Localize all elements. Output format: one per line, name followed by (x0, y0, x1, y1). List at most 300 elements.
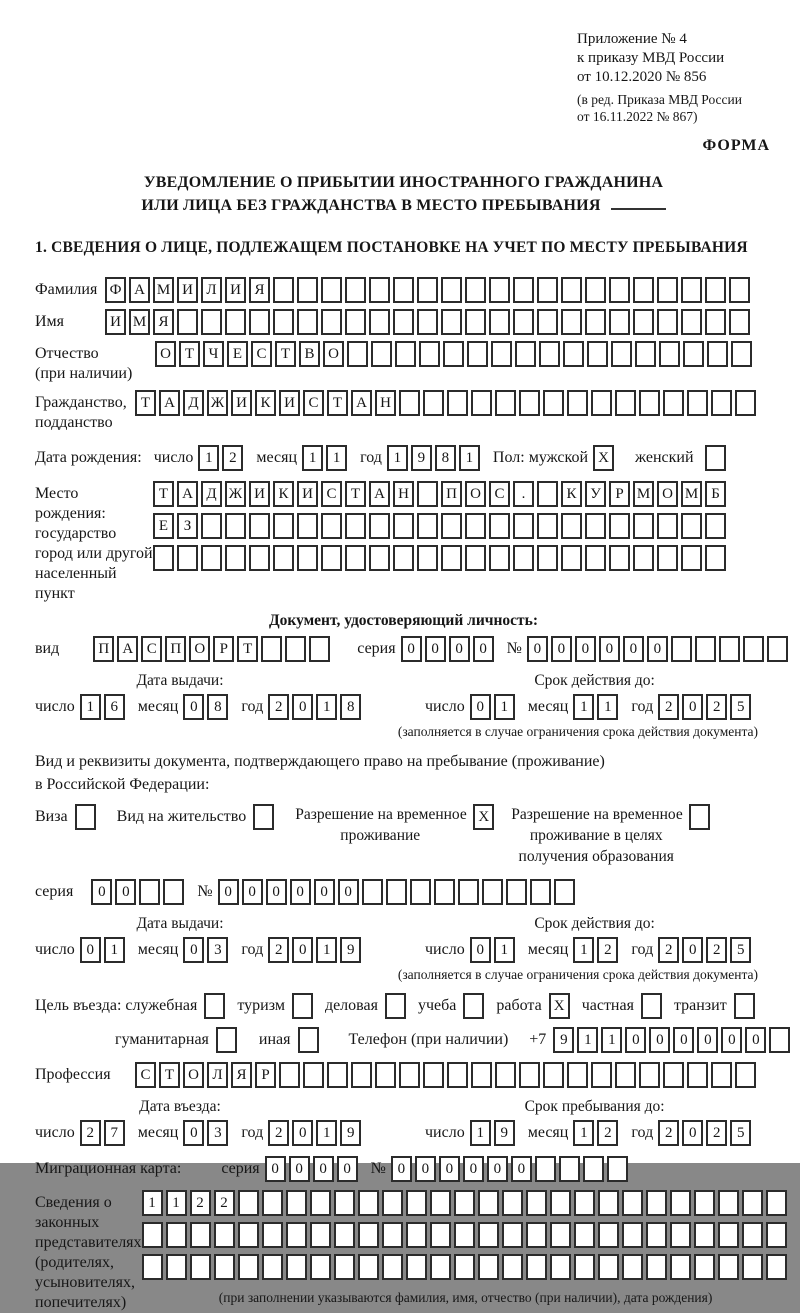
cell[interactable] (609, 513, 630, 539)
cell[interactable] (292, 993, 313, 1019)
cell[interactable]: И (177, 277, 198, 303)
cell[interactable]: 0 (91, 879, 112, 905)
cell[interactable]: 0 (265, 1156, 286, 1182)
cell[interactable] (646, 1254, 667, 1280)
cell[interactable] (537, 277, 558, 303)
cell[interactable] (513, 513, 534, 539)
cell[interactable] (609, 277, 630, 303)
cell[interactable] (471, 390, 492, 416)
cell[interactable]: 0 (391, 1156, 412, 1182)
cell[interactable] (273, 309, 294, 335)
cell[interactable] (467, 341, 488, 367)
purpose-private-checkbox[interactable] (641, 993, 665, 1019)
cell[interactable]: Р (255, 1062, 276, 1088)
cell[interactable]: 1 (104, 937, 125, 963)
cell[interactable] (201, 513, 222, 539)
cell[interactable]: 0 (470, 937, 491, 963)
cell[interactable]: У (585, 481, 606, 507)
cell[interactable] (166, 1254, 187, 1280)
cell[interactable]: 0 (463, 1156, 484, 1182)
cell[interactable] (559, 1156, 580, 1182)
cell[interactable] (166, 1222, 187, 1248)
cell[interactable]: А (117, 636, 138, 662)
cell[interactable]: 1 (198, 445, 219, 471)
cell[interactable]: 1 (494, 694, 515, 720)
cell[interactable] (561, 545, 582, 571)
identity-number-cells[interactable] (527, 636, 791, 662)
cell[interactable] (369, 277, 390, 303)
migration-series-cells[interactable] (265, 1156, 361, 1182)
cell[interactable] (515, 341, 536, 367)
cell[interactable] (225, 309, 246, 335)
cell[interactable] (489, 513, 510, 539)
cell[interactable] (286, 1254, 307, 1280)
cell[interactable]: 0 (647, 636, 668, 662)
cell[interactable]: К (255, 390, 276, 416)
cell[interactable]: 0 (649, 1027, 670, 1053)
cell[interactable] (585, 277, 606, 303)
cell[interactable] (345, 545, 366, 571)
cell[interactable]: О (465, 481, 486, 507)
identity-series-cells[interactable] (401, 636, 497, 662)
cell[interactable] (382, 1254, 403, 1280)
cell[interactable] (347, 341, 368, 367)
cell[interactable]: 9 (340, 1120, 361, 1146)
residence-issue-month-cells[interactable] (183, 937, 231, 963)
cell[interactable] (502, 1222, 523, 1248)
cell[interactable]: 0 (527, 636, 548, 662)
cell[interactable]: 0 (470, 694, 491, 720)
cell[interactable] (574, 1254, 595, 1280)
cell[interactable]: 0 (745, 1027, 766, 1053)
cell[interactable]: 7 (104, 1120, 125, 1146)
cell[interactable] (177, 309, 198, 335)
cell[interactable] (142, 1254, 163, 1280)
cell[interactable]: Б (705, 481, 726, 507)
cell[interactable] (561, 513, 582, 539)
cell[interactable] (583, 1156, 604, 1182)
cell[interactable] (681, 309, 702, 335)
cell[interactable]: 0 (266, 879, 287, 905)
cell[interactable] (639, 1062, 660, 1088)
edu-permit-checkbox[interactable] (689, 804, 713, 830)
cell[interactable] (681, 277, 702, 303)
cell[interactable] (190, 1222, 211, 1248)
cell[interactable] (375, 1062, 396, 1088)
purpose-work-checkbox[interactable] (549, 993, 573, 1019)
cell[interactable]: 2 (268, 1120, 289, 1146)
cell[interactable] (663, 1062, 684, 1088)
cell[interactable] (687, 390, 708, 416)
cell[interactable] (214, 1254, 235, 1280)
cell[interactable] (550, 1222, 571, 1248)
cell[interactable]: 0 (473, 636, 494, 662)
cell[interactable] (441, 277, 462, 303)
cell[interactable] (417, 481, 438, 507)
residence-number-cells[interactable] (218, 879, 578, 905)
cell[interactable]: 1 (470, 1120, 491, 1146)
cell[interactable] (622, 1222, 643, 1248)
cell[interactable]: 0 (673, 1027, 694, 1053)
cell[interactable]: 0 (697, 1027, 718, 1053)
cell[interactable] (615, 390, 636, 416)
cell[interactable]: А (177, 481, 198, 507)
cell[interactable]: С (135, 1062, 156, 1088)
cell[interactable]: 1 (142, 1190, 163, 1216)
cell[interactable]: X (549, 993, 570, 1019)
cell[interactable] (297, 309, 318, 335)
cell[interactable] (417, 545, 438, 571)
visa-checkbox[interactable] (75, 804, 99, 830)
cell[interactable]: X (473, 804, 494, 830)
cell[interactable] (303, 1062, 324, 1088)
cell[interactable] (513, 545, 534, 571)
cell[interactable] (633, 309, 654, 335)
cell[interactable] (406, 1190, 427, 1216)
cell[interactable]: В (299, 341, 320, 367)
cell[interactable] (735, 1062, 756, 1088)
cell[interactable]: А (129, 277, 150, 303)
cell[interactable] (526, 1222, 547, 1248)
cell[interactable] (204, 993, 225, 1019)
cell[interactable]: 1 (494, 937, 515, 963)
birth-day-cells[interactable] (198, 445, 246, 471)
cell[interactable] (729, 277, 750, 303)
cell[interactable]: X (593, 445, 614, 471)
identity-issue-day-cells[interactable] (80, 694, 128, 720)
stay-day-cells[interactable] (470, 1120, 518, 1146)
cell[interactable] (419, 341, 440, 367)
cell[interactable]: 0 (623, 636, 644, 662)
cell[interactable] (273, 513, 294, 539)
sex-male-checkbox[interactable] (593, 445, 617, 471)
cell[interactable] (441, 513, 462, 539)
residence-valid-day-cells[interactable] (470, 937, 518, 963)
cell[interactable]: К (561, 481, 582, 507)
migration-number-cells[interactable] (391, 1156, 631, 1182)
cell[interactable] (262, 1222, 283, 1248)
cell[interactable]: 0 (401, 636, 422, 662)
cell[interactable] (358, 1190, 379, 1216)
cell[interactable] (279, 1062, 300, 1088)
cell[interactable]: 1 (316, 1120, 337, 1146)
entry-day-cells[interactable] (80, 1120, 128, 1146)
entry-year-cells[interactable] (268, 1120, 364, 1146)
surname-cells[interactable] (105, 277, 753, 303)
cell[interactable] (705, 445, 726, 471)
cell[interactable]: 1 (573, 694, 594, 720)
cell[interactable]: 1 (459, 445, 480, 471)
cell[interactable]: 2 (190, 1190, 211, 1216)
cell[interactable]: 2 (706, 937, 727, 963)
cell[interactable]: Ж (225, 481, 246, 507)
cell[interactable]: С (251, 341, 272, 367)
cell[interactable]: Р (213, 636, 234, 662)
cell[interactable]: Т (237, 636, 258, 662)
cell[interactable]: С (303, 390, 324, 416)
cell[interactable]: Е (153, 513, 174, 539)
cell[interactable] (694, 1222, 715, 1248)
cell[interactable] (598, 1254, 619, 1280)
cell[interactable] (729, 309, 750, 335)
cell[interactable] (537, 513, 558, 539)
cell[interactable] (369, 309, 390, 335)
cell[interactable]: 0 (487, 1156, 508, 1182)
cell[interactable] (273, 277, 294, 303)
cell[interactable] (705, 277, 726, 303)
cell[interactable] (663, 390, 684, 416)
cell[interactable] (561, 309, 582, 335)
cell[interactable] (297, 277, 318, 303)
cell[interactable] (249, 309, 270, 335)
cell[interactable] (225, 513, 246, 539)
cell[interactable] (321, 277, 342, 303)
cell[interactable]: 0 (337, 1156, 358, 1182)
cell[interactable] (550, 1254, 571, 1280)
cell[interactable]: 2 (268, 694, 289, 720)
cell[interactable] (430, 1222, 451, 1248)
cell[interactable] (345, 309, 366, 335)
cell[interactable] (635, 341, 656, 367)
cell[interactable]: 0 (80, 937, 101, 963)
cell[interactable]: 1 (166, 1190, 187, 1216)
cell[interactable] (423, 1062, 444, 1088)
cell[interactable]: 1 (573, 1120, 594, 1146)
cell[interactable]: И (225, 277, 246, 303)
cell[interactable] (743, 636, 764, 662)
cell[interactable] (550, 1190, 571, 1216)
cell[interactable]: 0 (575, 636, 596, 662)
cell[interactable]: З (177, 513, 198, 539)
cell[interactable] (633, 513, 654, 539)
cell[interactable]: 1 (326, 445, 347, 471)
cell[interactable] (399, 390, 420, 416)
cell[interactable] (482, 879, 503, 905)
cell[interactable] (238, 1222, 259, 1248)
cell[interactable] (458, 879, 479, 905)
cell[interactable] (249, 545, 270, 571)
cell[interactable] (478, 1222, 499, 1248)
cell[interactable] (465, 309, 486, 335)
cell[interactable] (430, 1254, 451, 1280)
cell[interactable]: 3 (207, 937, 228, 963)
cell[interactable] (563, 341, 584, 367)
cell[interactable]: О (657, 481, 678, 507)
cell[interactable] (615, 1062, 636, 1088)
cell[interactable] (539, 341, 560, 367)
cell[interactable]: 0 (682, 937, 703, 963)
identity-kind-cells[interactable] (93, 636, 333, 662)
cell[interactable] (526, 1190, 547, 1216)
cell[interactable] (489, 277, 510, 303)
cell[interactable]: М (633, 481, 654, 507)
cell[interactable]: Н (393, 481, 414, 507)
cell[interactable]: 8 (207, 694, 228, 720)
cell[interactable]: 0 (439, 1156, 460, 1182)
cell[interactable]: 9 (553, 1027, 574, 1053)
cell[interactable]: 0 (721, 1027, 742, 1053)
cell[interactable]: 1 (577, 1027, 598, 1053)
cell[interactable]: Т (327, 390, 348, 416)
cell[interactable] (535, 1156, 556, 1182)
cell[interactable] (310, 1254, 331, 1280)
cell[interactable]: 0 (415, 1156, 436, 1182)
cell[interactable] (705, 309, 726, 335)
cell[interactable]: Е (227, 341, 248, 367)
cell[interactable]: П (93, 636, 114, 662)
cell[interactable]: 5 (730, 937, 751, 963)
cell[interactable] (334, 1254, 355, 1280)
cell[interactable]: 0 (425, 636, 446, 662)
residence-valid-month-cells[interactable] (573, 937, 621, 963)
cell[interactable] (585, 513, 606, 539)
cell[interactable] (611, 341, 632, 367)
cell[interactable] (719, 636, 740, 662)
identity-valid-year-cells[interactable] (658, 694, 754, 720)
birth-place-cells-row2[interactable] (153, 513, 729, 539)
cell[interactable]: Т (135, 390, 156, 416)
cell[interactable] (382, 1222, 403, 1248)
cell[interactable] (689, 804, 710, 830)
cell[interactable]: 0 (183, 937, 204, 963)
cell[interactable] (423, 390, 444, 416)
cell[interactable] (591, 1062, 612, 1088)
cell[interactable] (345, 277, 366, 303)
cell[interactable] (327, 1062, 348, 1088)
identity-valid-day-cells[interactable] (470, 694, 518, 720)
cell[interactable] (430, 1190, 451, 1216)
cell[interactable] (465, 513, 486, 539)
birth-place-cells-row1[interactable] (153, 481, 729, 507)
cell[interactable]: 8 (435, 445, 456, 471)
cell[interactable] (238, 1190, 259, 1216)
cell[interactable] (285, 636, 306, 662)
cell[interactable] (441, 309, 462, 335)
cell[interactable] (585, 545, 606, 571)
cell[interactable] (75, 804, 96, 830)
cell[interactable]: 5 (730, 1120, 751, 1146)
cell[interactable]: 0 (338, 879, 359, 905)
cell[interactable] (519, 1062, 540, 1088)
cell[interactable]: Т (159, 1062, 180, 1088)
cell[interactable] (321, 513, 342, 539)
cell[interactable]: Д (183, 390, 204, 416)
cell[interactable]: 2 (80, 1120, 101, 1146)
cell[interactable]: О (183, 1062, 204, 1088)
cell[interactable]: 1 (387, 445, 408, 471)
cell[interactable]: С (141, 636, 162, 662)
cell[interactable]: Т (345, 481, 366, 507)
cell[interactable] (767, 636, 788, 662)
cell[interactable]: М (129, 309, 150, 335)
cell[interactable] (214, 1222, 235, 1248)
cell[interactable] (711, 390, 732, 416)
cell[interactable] (657, 513, 678, 539)
cell[interactable]: Я (249, 277, 270, 303)
cell[interactable]: Ч (203, 341, 224, 367)
cell[interactable]: 2 (658, 1120, 679, 1146)
cell[interactable] (471, 1062, 492, 1088)
cell[interactable]: Я (153, 309, 174, 335)
temp-permit-checkbox[interactable] (473, 804, 497, 830)
cell[interactable] (253, 804, 274, 830)
cell[interactable] (567, 390, 588, 416)
cell[interactable] (742, 1190, 763, 1216)
cell[interactable]: 1 (316, 937, 337, 963)
cell[interactable] (286, 1222, 307, 1248)
cell[interactable]: П (441, 481, 462, 507)
cell[interactable] (537, 481, 558, 507)
cell[interactable] (735, 390, 756, 416)
cell[interactable]: 0 (314, 879, 335, 905)
cell[interactable]: 1 (573, 937, 594, 963)
cell[interactable] (395, 341, 416, 367)
cell[interactable]: К (273, 481, 294, 507)
cell[interactable] (683, 341, 704, 367)
cell[interactable]: Н (375, 390, 396, 416)
residence-valid-year-cells[interactable] (658, 937, 754, 963)
cell[interactable] (543, 1062, 564, 1088)
cell[interactable] (406, 1254, 427, 1280)
cell[interactable] (273, 545, 294, 571)
cell[interactable] (681, 545, 702, 571)
citizenship-cells[interactable] (135, 390, 759, 416)
cell[interactable]: 9 (494, 1120, 515, 1146)
cell[interactable] (742, 1254, 763, 1280)
cell[interactable]: С (489, 481, 510, 507)
cell[interactable] (262, 1190, 283, 1216)
cell[interactable] (417, 513, 438, 539)
cell[interactable] (718, 1222, 739, 1248)
cell[interactable]: 1 (302, 445, 323, 471)
profession-cells[interactable] (135, 1062, 759, 1088)
cell[interactable] (298, 1027, 319, 1053)
cell[interactable] (495, 1062, 516, 1088)
cell[interactable]: С (321, 481, 342, 507)
cell[interactable] (393, 309, 414, 335)
purpose-transit-checkbox[interactable] (734, 993, 758, 1019)
cell[interactable] (502, 1190, 523, 1216)
cell[interactable] (465, 545, 486, 571)
cell[interactable] (495, 390, 516, 416)
stay-month-cells[interactable] (573, 1120, 621, 1146)
cell[interactable] (406, 1222, 427, 1248)
cell[interactable] (607, 1156, 628, 1182)
cell[interactable] (358, 1254, 379, 1280)
cell[interactable]: 0 (682, 1120, 703, 1146)
cell[interactable] (286, 1190, 307, 1216)
cell[interactable]: 0 (313, 1156, 334, 1182)
cell[interactable] (399, 1062, 420, 1088)
cell[interactable] (731, 341, 752, 367)
cell[interactable]: 0 (599, 636, 620, 662)
cell[interactable] (345, 513, 366, 539)
cell[interactable] (454, 1254, 475, 1280)
cell[interactable]: 2 (706, 694, 727, 720)
sex-female-checkbox[interactable] (705, 445, 729, 471)
cell[interactable] (646, 1190, 667, 1216)
representatives-cells-row1[interactable] (142, 1190, 790, 1216)
cell[interactable] (657, 545, 678, 571)
cell[interactable]: 5 (730, 694, 751, 720)
cell[interactable] (641, 993, 662, 1019)
cell[interactable]: 0 (625, 1027, 646, 1053)
cell[interactable] (766, 1190, 787, 1216)
cell[interactable]: Ж (207, 390, 228, 416)
purpose-humanitarian-checkbox[interactable] (216, 1027, 240, 1053)
cell[interactable] (153, 545, 174, 571)
cell[interactable]: 2 (706, 1120, 727, 1146)
